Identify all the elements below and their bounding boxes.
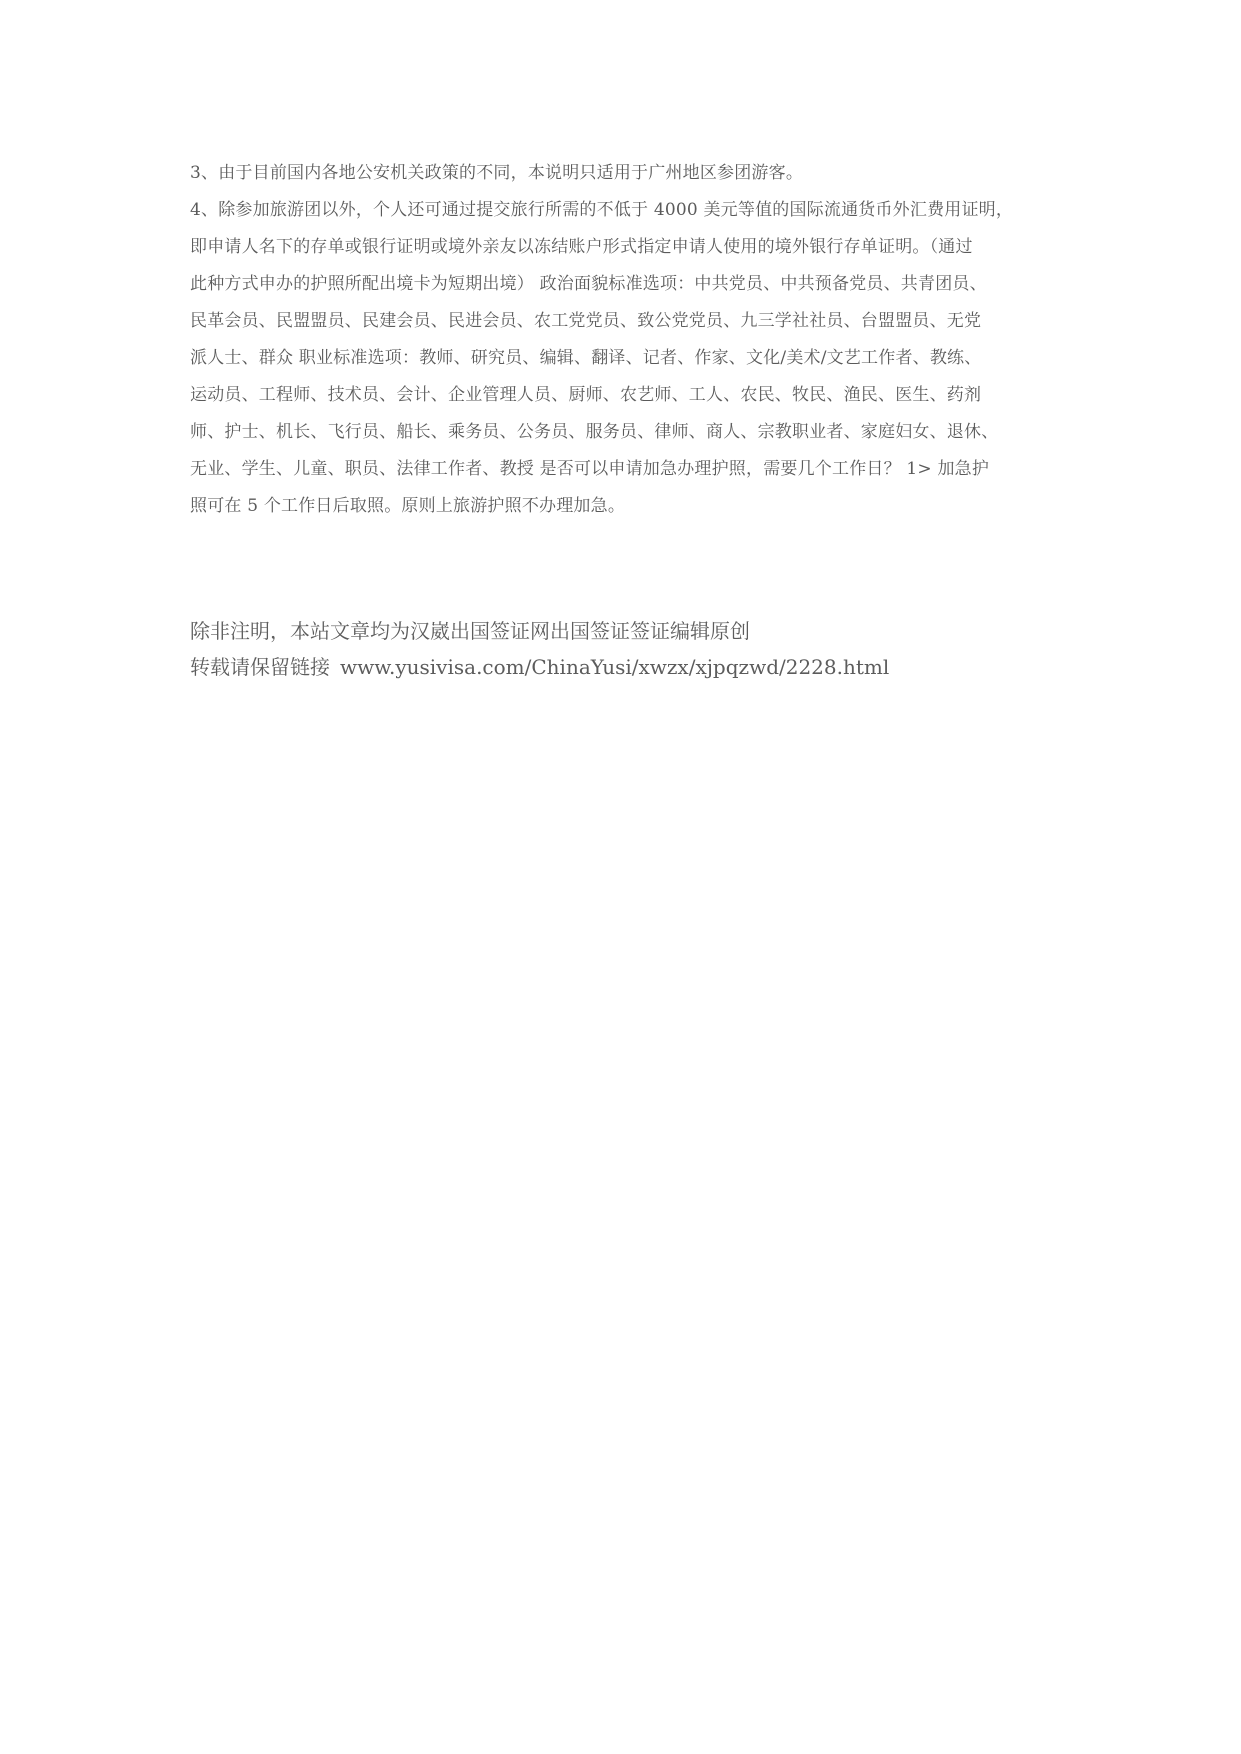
article-url-link[interactable]: www.yusivisa.com/ChinaYusi/xwzx/xjpqzwd/2228.html: [340, 655, 890, 679]
copyright-notice: [190, 619, 1065, 691]
original-notice-text: 除非注明，本站文章均为汉崴出国签证网出国签证签证编辑原创: [190, 619, 750, 643]
paragraph-item-4-line-8: 无业、学生、儿童、职员、法律工作者、教授 是否可以申请加急办理护照，需要几个工作日？ 1> 加急护: [190, 459, 990, 479]
repost-link-line: [190, 655, 1065, 679]
paragraph-item-4-line-1: 4、除参加旅游团以外，个人还可通过提交旅行所需的不低于 4000 美元等值的国际流通货币外汇费用证明，: [190, 200, 1014, 220]
article-body: [190, 163, 1065, 533]
repost-label: 转载请保留链接: [190, 655, 330, 679]
paragraph-item-4-line-2: 即申请人名下的存单或银行证明或境外亲友以冻结账户形式指定申请人使用的境外银行存单证明。（通过: [190, 237, 973, 257]
paragraph-item-3: 3、由于目前国内各地公安机关政策的不同，本说明只适用于广州地区参团游客。: [190, 163, 804, 183]
paragraph-item-4-line-5: 派人士、群众 职业标准选项：教师、研究员、编辑、翻译、记者、作家、文化/美术/文艺工作者、教练、: [190, 348, 982, 368]
paragraph-item-4-line-7: 师、护士、机长、飞行员、船长、乘务员、公务员、服务员、律师、商人、宗教职业者、家庭妇女、退休、: [190, 422, 999, 442]
paragraph-item-4-line-4: 民革会员、民盟盟员、民建会员、民进会员、农工党党员、致公党党员、九三学社社员、台盟盟员、无党: [190, 311, 982, 331]
paragraph-item-4-line-3: 此种方式申办的护照所配出境卡为短期出境） 政治面貌标准选项：中共党员、中共预备党员、共青团员、: [190, 274, 987, 294]
paragraph-item-4-line-9: 照可在 5 个工作日后取照。原则上旅游护照不办理加急。: [190, 496, 626, 516]
paragraph-item-4-line-6: 运动员、工程师、技术员、会计、企业管理人员、厨师、农艺师、工人、农民、牧民、渔民、医生、药剂: [190, 385, 982, 405]
